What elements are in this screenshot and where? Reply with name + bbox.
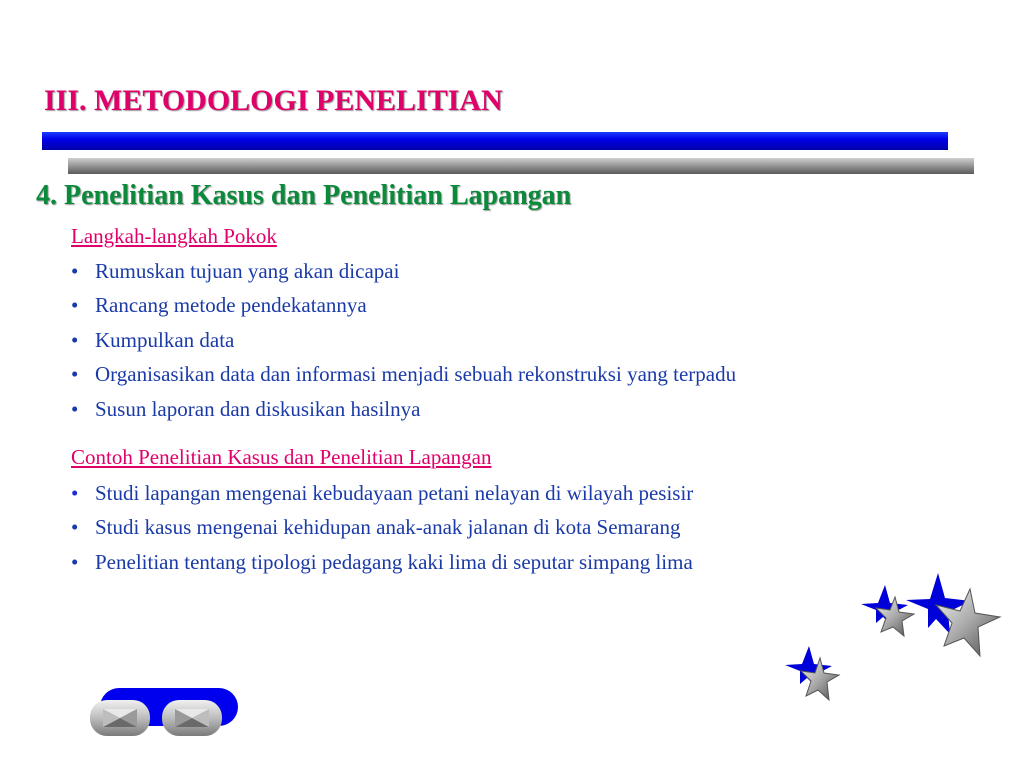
steps-list (71, 254, 736, 426)
bullet: • (71, 396, 79, 421)
prev-slide-icon (103, 709, 137, 727)
bullet: • (71, 259, 79, 283)
star-icon (785, 646, 839, 700)
list-item: • Penelitian tentang tipologi pedagang kaki lima di seputar simpang lima (71, 545, 693, 579)
list-item: • Rumuskan tujuan yang akan dicapai (71, 254, 736, 288)
list-item: • Studi kasus mengenai kehidupan anak-anak jalanan di kota Semarang (71, 510, 693, 544)
star-icon (906, 573, 1000, 656)
list-item: • Susun laporan dan diskusikan hasilnya (71, 392, 736, 426)
bullet: • (71, 549, 79, 574)
star-icon (861, 585, 914, 636)
bullet: • (71, 481, 79, 505)
list-item: • Studi lapangan mengenai kebudayaan petani nelayan di wilayah pesisir (71, 476, 693, 510)
examples-list (71, 476, 693, 579)
section-heading-steps: Langkah-langkah Pokok (71, 224, 277, 248)
title-underline-gray-bar (68, 158, 974, 174)
bullet: • (71, 327, 79, 352)
next-slide-icon (175, 709, 209, 727)
next-slide-button[interactable] (162, 700, 222, 736)
slide-title: III. METODOLOGI PENELITIAN (44, 84, 503, 117)
list-item: • Organisasikan data dan informasi menjadi sebuah rekonstruksi yang terpadu (71, 357, 736, 391)
bullet: • (71, 362, 79, 387)
list-item: • Rancang metode pendekatannya (71, 288, 736, 322)
decorative-stars (770, 570, 1010, 710)
slide-navigation (90, 688, 240, 736)
previous-slide-button[interactable] (90, 700, 150, 736)
bullet: • (71, 515, 79, 540)
slide-subtitle: 4. Penelitian Kasus dan Penelitian Lapangan (36, 180, 572, 211)
list-item: • Kumpulkan data (71, 323, 736, 357)
bullet: • (71, 293, 79, 318)
title-underline-blue-bar (42, 132, 948, 150)
section-heading-examples: Contoh Penelitian Kasus dan Penelitian Lapangan (71, 445, 492, 469)
